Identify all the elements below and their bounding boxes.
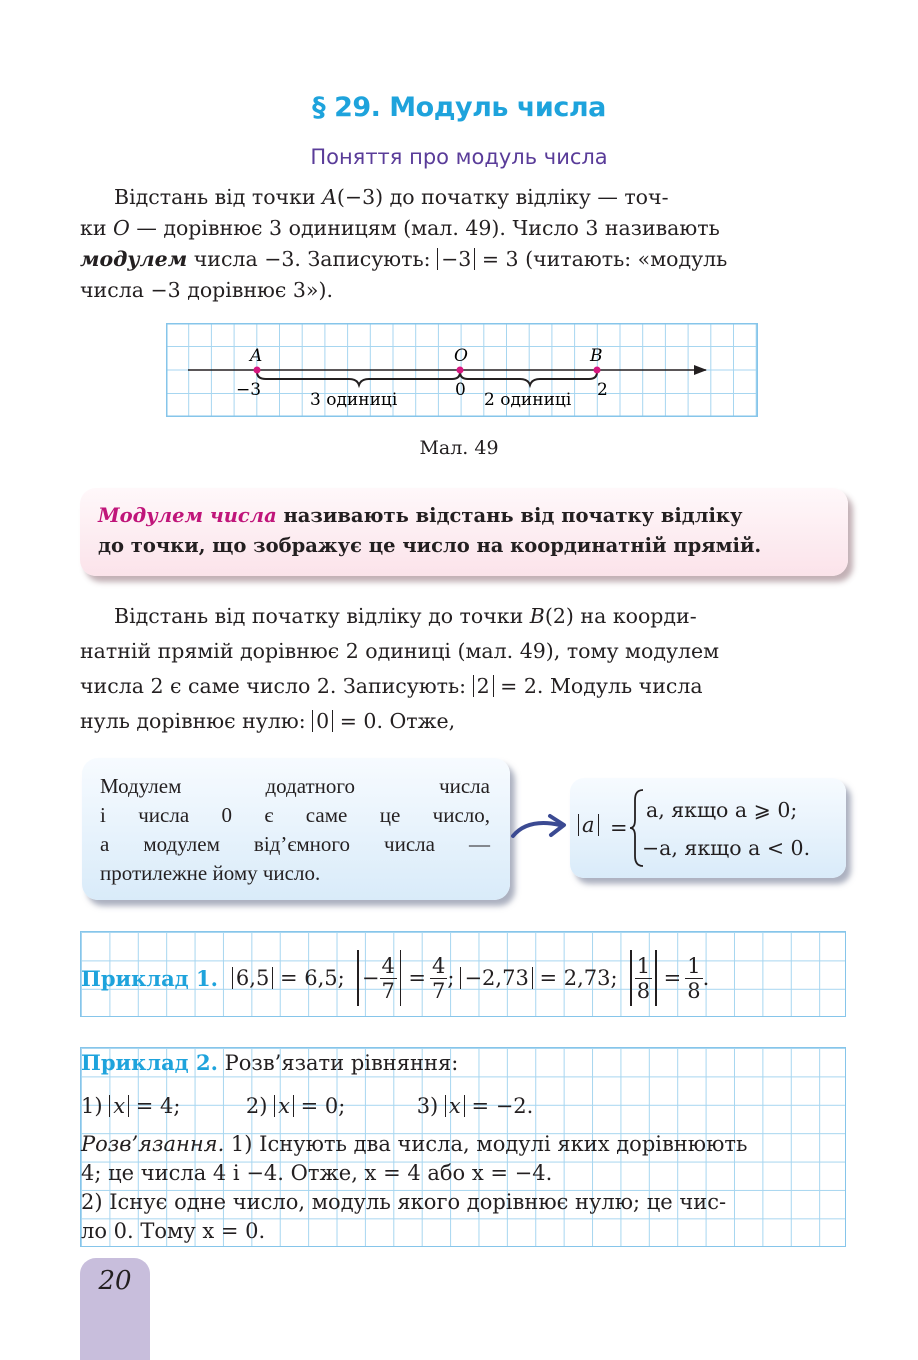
point-o — [457, 367, 464, 374]
example-2-solution — [81, 1130, 844, 1246]
axis-arrow-icon — [694, 365, 707, 375]
label-a: A — [250, 346, 263, 366]
solution-line-3: 2) Існує одне число, модуль якого дорівнює нулю; це чис- — [81, 1190, 727, 1214]
solution-line-1: Розв’язання. 1) Існують два числа, модулі яких дорівнюють — [81, 1132, 748, 1156]
rule-box — [82, 758, 510, 900]
definition-line-1: Модулем числа називають відстань від початку відліку — [98, 504, 743, 527]
point-b — [594, 367, 601, 374]
paragraph-1-line-1: Відстань від точки A(−3) до початку відліку — точ- — [114, 185, 669, 209]
number-line-figure — [166, 323, 758, 417]
formula-equals: = — [610, 816, 628, 840]
brace-right-label: 2 одиниці — [484, 390, 572, 410]
brace-right — [460, 372, 597, 385]
formula-case-2: −a, якщо a < 0. — [642, 836, 811, 860]
tick-label-o: 0 — [455, 380, 466, 400]
paragraph-2-line-4: нуль дорівнює нулю: 0 = 0. Отже, — [80, 709, 456, 733]
tick-label-b: 2 — [597, 380, 608, 400]
abs-value: 6,5 — [232, 967, 273, 989]
point-a — [254, 367, 261, 374]
brace-left — [257, 372, 460, 385]
paragraph-2-line-2: натній прямій дорівнює 2 одиниці (мал. 49), тому модулем — [80, 639, 720, 663]
label-o: O — [454, 346, 468, 366]
formula-box — [570, 778, 846, 878]
fraction: $\frac{4}{7}$ — [432, 953, 446, 1003]
example-2 — [80, 1047, 846, 1247]
abs-value: 2 — [473, 675, 494, 697]
example-2-label: Приклад 2. — [81, 1050, 218, 1075]
page-number-tab — [80, 1258, 150, 1360]
arrow-icon — [508, 808, 572, 842]
formula-case-1: a, якщо a ⩾ 0; — [646, 798, 798, 822]
rule-line-3: а модулем від’ємного числа — — [100, 832, 490, 856]
rule-line-1: Модулем додатного числа — [100, 774, 490, 798]
section-title: § 29. Модуль числа — [312, 92, 606, 123]
rule-line-4: протилежне йому число. — [100, 861, 321, 885]
example-1-line: Приклад 1. 6,5 = 6,5; − $\frac{4}{7}$ = $\frac{4}{7}$ ; −2,73 = 2,73; $\frac{1}{8}$ = $\frac{1}{8}$ . — [81, 950, 709, 1006]
example-1-label: Приклад 1. — [81, 965, 218, 991]
solution-line-2: 4; це числа 4 і −4. Отже, x = 4 або x = −4. — [81, 1161, 553, 1185]
paragraph-1-line-4: числа −3 дорівнює 3»). — [80, 278, 333, 302]
example-2-task: Приклад 2. Розв’язати рівняння: — [81, 1050, 459, 1075]
tick-label-a: −3 — [236, 380, 262, 400]
page-number: 20 — [98, 1266, 132, 1296]
fraction: $\frac{1}{8}$ — [636, 953, 651, 1003]
paragraph-2 — [80, 599, 845, 739]
definition-term: Модулем числа — [98, 504, 277, 527]
definition-box — [80, 488, 848, 576]
abs-value: −3 — [437, 248, 475, 270]
paragraph-1-line-3: модулем числа −3. Записують: −3 = 3 (читають: «модуль — [80, 247, 728, 271]
formula-lhs: a — [578, 814, 599, 836]
label-b: B — [590, 346, 603, 366]
abs-value: −2,73 — [460, 967, 532, 989]
fraction: $\frac{1}{8}$ — [687, 953, 701, 1003]
definition-line-2: до точки, що зображує це число на координатній прямій. — [98, 534, 762, 557]
solution-line-4: ло 0. Тому x = 0. — [81, 1219, 266, 1243]
paragraph-1 — [80, 182, 845, 306]
abs-value: 0 — [312, 710, 333, 732]
term-modulus: модулем — [80, 247, 188, 271]
fraction: $\frac{4}{7}$ — [381, 953, 395, 1003]
paragraph-2-line-1: Відстань від початку відліку до точки B(2) на коорди- — [114, 604, 697, 628]
subsection-title: Поняття про модуль числа — [310, 145, 608, 169]
paragraph-2-line-3: числа 2 є саме число 2. Записують: 2 = 2. Модуль числа — [80, 674, 703, 698]
paragraph-1-line-2: ки O — дорівнює 3 одиницям (мал. 49). Число 3 називають — [80, 216, 720, 240]
rule-line-2: і числа 0 є саме це число, — [100, 803, 490, 827]
example-1 — [80, 931, 846, 1017]
brace-left-label: 3 одиниці — [310, 390, 398, 410]
figure-caption: Мал. 49 — [419, 437, 499, 459]
example-2-equations: 1) x = 4; 2) x = 0; 3) x = −2. — [81, 1094, 534, 1118]
